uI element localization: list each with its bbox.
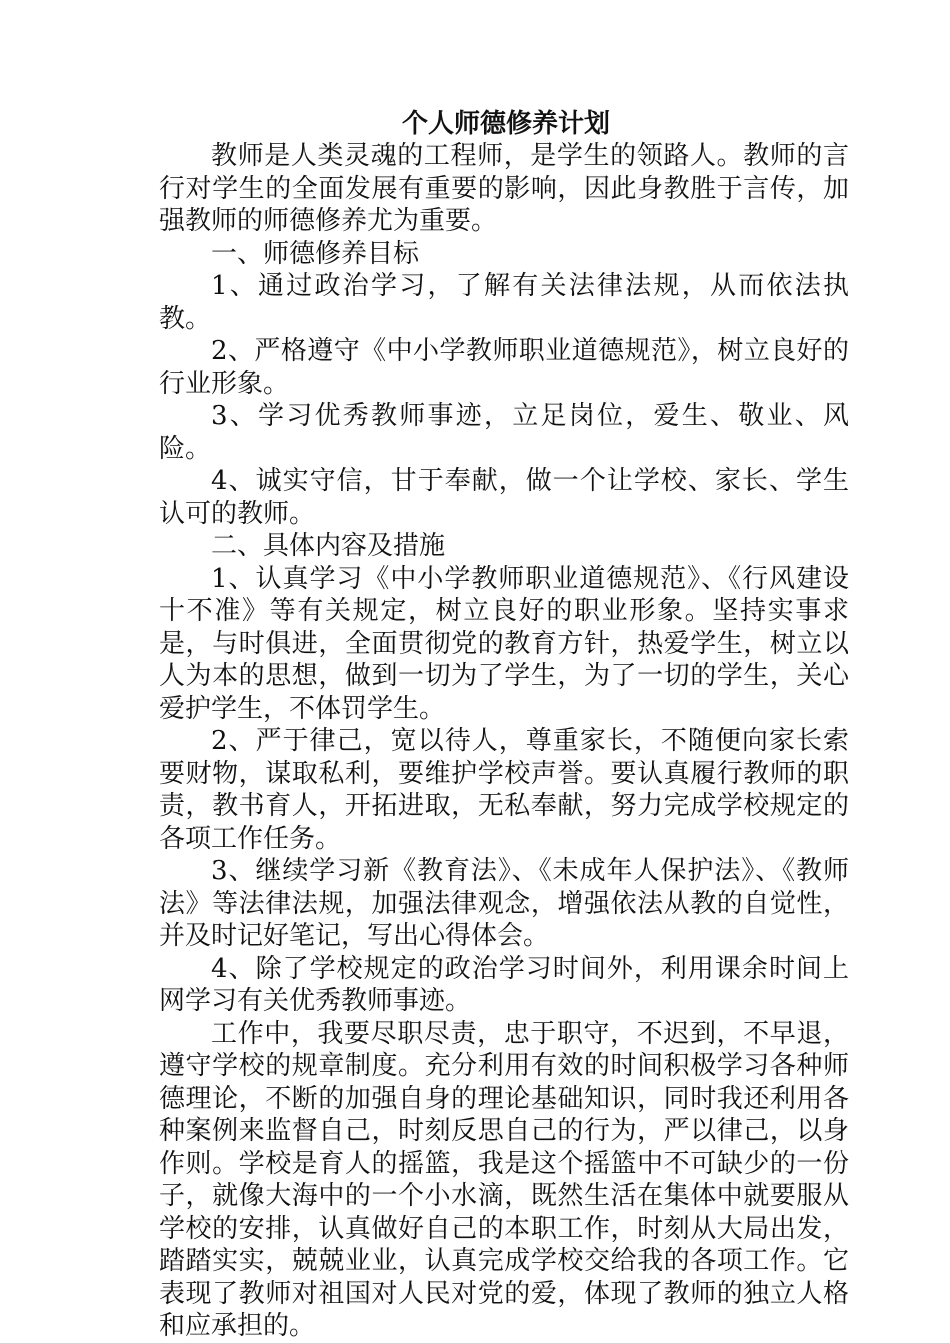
measure-item-1: 1、认真学习《中小学教师职业道德规范》、《行风建设十不准》等有关规定，树立良好的职业形象。坚持实事求是，与时俱进，全面贯彻党的教育方针，热爱学生，树立以人为本的思想，做到一切为了学生，为了一切的学生，关心爱护学生，不体罚学生。 — [159, 563, 849, 724]
goal-item-3: 3、学习优秀教师事迹，立足岗位，爱生、敬业、风险。 — [159, 401, 849, 464]
goal-item-2: 2、严格遵守《中小学教师职业道德规范》，树立良好的行业形象。 — [159, 336, 849, 399]
document-page — [159, 108, 849, 1343]
measure-item-2: 2、严于律己，宽以待人，尊重家长，不随便向家长索要财物，谋取私利，要维护学校声誉。要认真履行教师的职责，教书育人，开拓进取，无私奉献，努力完成学校规定的各项工作任务。 — [159, 726, 849, 854]
measure-item-4: 4、除了学校规定的政治学习时间外，利用课余时间上网学习有关优秀教师事迹。 — [159, 953, 849, 1016]
goal-item-4: 4、诚实守信，甘于奉献，做一个让学校、家长、学生认可的教师。 — [159, 466, 849, 529]
paragraph-conclusion: 工作中，我要尽职尽责，忠于职守，不迟到，不早退，遵守学校的规章制度。充分利用有效的时间积极学习各种师德理论，不断的加强自身的理论基础知识，同时我还利用各种案例来监督自己，时刻反思自己的行为，严以律己，以身作则。学校是育人的摇篮，我是这个摇篮中不可缺少的一份子，就像大海中的一个小水滴，既然生活在集体中就要服从学校的安排，认真做好自己的本职工作，时刻从大局出发，踏踏实实，兢兢业业，认真完成学校交给我的各项工作。它表现了教师对祖国对人民对党的爱，体现了教师的独立人格和应承担的。 — [159, 1018, 849, 1341]
measure-item-3: 3、继续学习新《教育法》、《未成年人保护法》、《教师法》等法律法规，加强法律观念，增强依法从教的自觉性，并及时记好笔记，写出心得体会。 — [159, 856, 849, 951]
document-title: 个人师德修养计划 — [401, 109, 610, 139]
paragraph-intro: 教师是人类灵魂的工程师，是学生的领路人。教师的言行对学生的全面发展有重要的影响，因此身教胜于言传，加强教师的师德修养尤为重要。 — [159, 141, 849, 236]
section-heading-measures: 二、具体内容及措施 — [211, 531, 446, 561]
goal-item-1: 1、通过政治学习，了解有关法律法规，从而依法执教。 — [159, 271, 849, 334]
section-heading-goals: 一、师德修养目标 — [211, 238, 420, 269]
